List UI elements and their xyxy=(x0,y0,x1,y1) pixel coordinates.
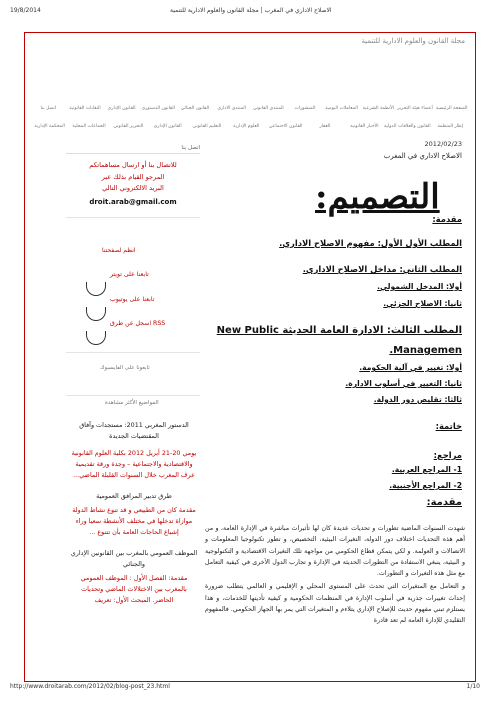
outline-item: المطلب الثاني: مداخل الاصلاح الاداري. xyxy=(302,264,462,274)
contact-email[interactable]: droit.arab@gmail.com xyxy=(89,197,177,206)
popular-post-title[interactable]: الموظف العمومي بالمغرب بين القانونين الإداري والجنائي xyxy=(70,549,198,568)
popular-heading: المواضيع الأكثر مشاهدة xyxy=(105,400,159,406)
outline-item: مراجع: xyxy=(433,450,462,460)
nav-row-secondary xyxy=(30,124,470,129)
contact-line: المرجو القيام بذلك عبر xyxy=(101,172,165,181)
outline-item: ثانيا: التغيير في أسلوب الادارة. xyxy=(345,379,462,388)
nav-row-primary xyxy=(30,106,470,111)
nav-item[interactable]: النقابات القانونية xyxy=(69,106,101,111)
nav-item[interactable]: إطار المنظمة xyxy=(437,124,464,129)
divider xyxy=(66,352,200,353)
sidebar xyxy=(66,145,200,206)
nav-item[interactable]: الأنظمة الشرعية xyxy=(362,106,395,111)
print-date: 19/8/2014 xyxy=(10,7,41,14)
outline-item: أولا: تغيير في آلية الحكومة. xyxy=(359,363,462,372)
outline-item: المطلب الثالث: الادارة العامة الحديثة New Public xyxy=(216,325,462,336)
post-date: 2012/02/23 xyxy=(424,140,462,148)
nav-item[interactable]: الجماعات المحلية xyxy=(72,124,106,129)
popular-post-excerpt: مقدمة كان من الطبيعي و قد تنوع نشاط الدولة موازاة تدخلها في مختلف الأنشطة سعيا وراء إشباع الحاجات العامة بأن تتنوع ... xyxy=(72,506,196,536)
contact-line: البريد الالكتروني التالي xyxy=(102,184,164,192)
nav-item[interactable]: القانون الجنائي xyxy=(180,106,210,111)
popular-post-title[interactable]: طرق تدبير المرافق العمومية xyxy=(96,492,172,500)
post-body xyxy=(205,523,465,629)
outline-item: مقدمة: xyxy=(432,214,462,224)
nav-item[interactable]: العلوم الإدارية xyxy=(233,124,260,129)
popular-post-title[interactable]: الدستور المغربي 2011: مستجدات وآفاق المقتضيات الجديدة xyxy=(79,421,189,440)
nav-item[interactable]: القانون الإداري xyxy=(107,106,136,111)
popular-post-excerpt: مقدمة: الفصل الأول : الموظف العمومي بالمغرب بين الاختلالات الماضي وتحديات الحاضر. المبحث الأول: تعريف xyxy=(80,574,188,604)
post-title: الاصلاح الاداري في المغرب xyxy=(383,152,462,160)
follow-rss-link[interactable]: RSS اسجل عن طرق xyxy=(110,320,166,327)
nav-item[interactable]: التحرير القانوني xyxy=(113,124,144,129)
nav-item[interactable]: الأخبار القانونية xyxy=(350,124,379,129)
outline-item: ثانيا: الاصلاح الجزئي. xyxy=(383,299,462,308)
outline-item: 2- المراجع الأجنبية. xyxy=(389,481,462,490)
follow-heading: انظم لصفحتنا xyxy=(102,247,136,254)
divider xyxy=(66,395,200,396)
outline-item: ثالثا: تقليص دور الدولة. xyxy=(373,395,462,404)
outline-item: خاتمة: xyxy=(435,421,462,431)
nav-item[interactable]: المنتدى القانوني xyxy=(252,106,284,111)
nav-item[interactable]: المنتدى الاداري xyxy=(217,106,246,111)
nav-item[interactable]: العقار xyxy=(319,124,331,129)
facebook-label[interactable]: تابعونا على الفايسبوك xyxy=(100,365,150,371)
print-url: http://www.droitarab.com/2012/02/blog-post_23.html xyxy=(10,683,170,690)
popular-posts xyxy=(70,420,198,606)
contact-heading: اتصل بنا xyxy=(66,145,200,154)
outline-item: Managemen. xyxy=(389,345,462,356)
body-paragraph: شهدت السنوات الماضية تطورات و تحديات عديدة كان لها تأثيرات مباشرة في الإدارة العامة، و من أهم هذه التحديات اختلاف دور الدولة، التغيرات البيئية، التخصيص، و تطور تكنولوجيا المعلومات و الاتصالات و العولمة. و لكي يتمكن قطاع الحكومي من مواجهة تلك التغيرات الاقتصادية و التكنولوجية و البيئية، ينبغي الاستفادة من التطورات الحديثة في الإدارة و تجارب الدول الأخرى في كيفية التعامل مع مثل هذه التغيرات و التطورات. xyxy=(205,525,465,578)
nav-item[interactable]: القانون الإداري xyxy=(153,124,182,129)
follow-youtube-link[interactable]: تابعنا على يوتيوب xyxy=(110,296,155,303)
outline-item: المطلب الأول الأول: مفهوم الاصلاح الاداري. xyxy=(279,238,462,248)
contact-line: للاتصال بنا أو ارسال مساهماتكم xyxy=(89,161,177,169)
print-header xyxy=(10,7,490,17)
print-page-number: 1/10 xyxy=(466,683,480,690)
outline-item: 1- المراجع العربية. xyxy=(391,465,462,474)
nav-item[interactable]: المنشورات xyxy=(294,106,316,111)
body-paragraph: و التعامل مع المتغيرات التي تحدث على المستوى المحلي و الإقليمي و العالمي يتطلب ضرورة إحداث تغييرات جذرية في أسلوب الإدارة في المنظمات الحكومية و كيفية تأديتها للخدمات، و هذا يستلزم تبني مفهوم حديث للإصلاح الإداري يتلاءم و المتغيرات التي يمر بها الجهاز الحكومي. فالمفهوم التقليدي للإدارة العامة لم تعد قادرة xyxy=(205,583,465,625)
nav-item[interactable]: القانون الاجتماعي xyxy=(268,124,303,129)
divider xyxy=(66,217,200,218)
outline-item: أولا: المدخل الشمولي. xyxy=(377,282,462,291)
nav-item[interactable]: القانون والعلاقات الدولية xyxy=(383,124,431,129)
nav-item[interactable]: المحكمة الإدارية xyxy=(34,124,65,129)
blog-title[interactable]: مجلة القانون والعلوم الادارية للتنمية xyxy=(361,37,465,45)
follow-twitter-link[interactable]: تابعنا على تويتر xyxy=(110,271,149,278)
nav-item[interactable]: اتصل بنا xyxy=(40,106,57,111)
nav-item[interactable]: أعضاء هيئة التحرير xyxy=(397,106,433,111)
outline-heading: التصميم: xyxy=(315,177,440,217)
top-navigation xyxy=(30,62,470,142)
popular-post-excerpt: يومي 20-21 أبريل 2012 بكلية العلوم القانونية والاقتصادية والاجتماعية – وجدة ورقة تقديمية عرف المغرب خلال السنوات القليلة الماضي... xyxy=(71,449,197,479)
nav-item[interactable]: المعاملات اليومية xyxy=(325,106,358,111)
nav-item[interactable]: التعليم القانوني xyxy=(192,124,222,129)
nav-item[interactable]: القانون الدستوري xyxy=(141,106,175,111)
nav-item[interactable]: الصفحة الرئيسية xyxy=(435,106,468,111)
outline-item: مقدمة: xyxy=(426,497,462,508)
print-title: الاصلاح الاداري في المغرب | مجلة القانون والعلوم الادارية للتنمية xyxy=(170,7,332,14)
